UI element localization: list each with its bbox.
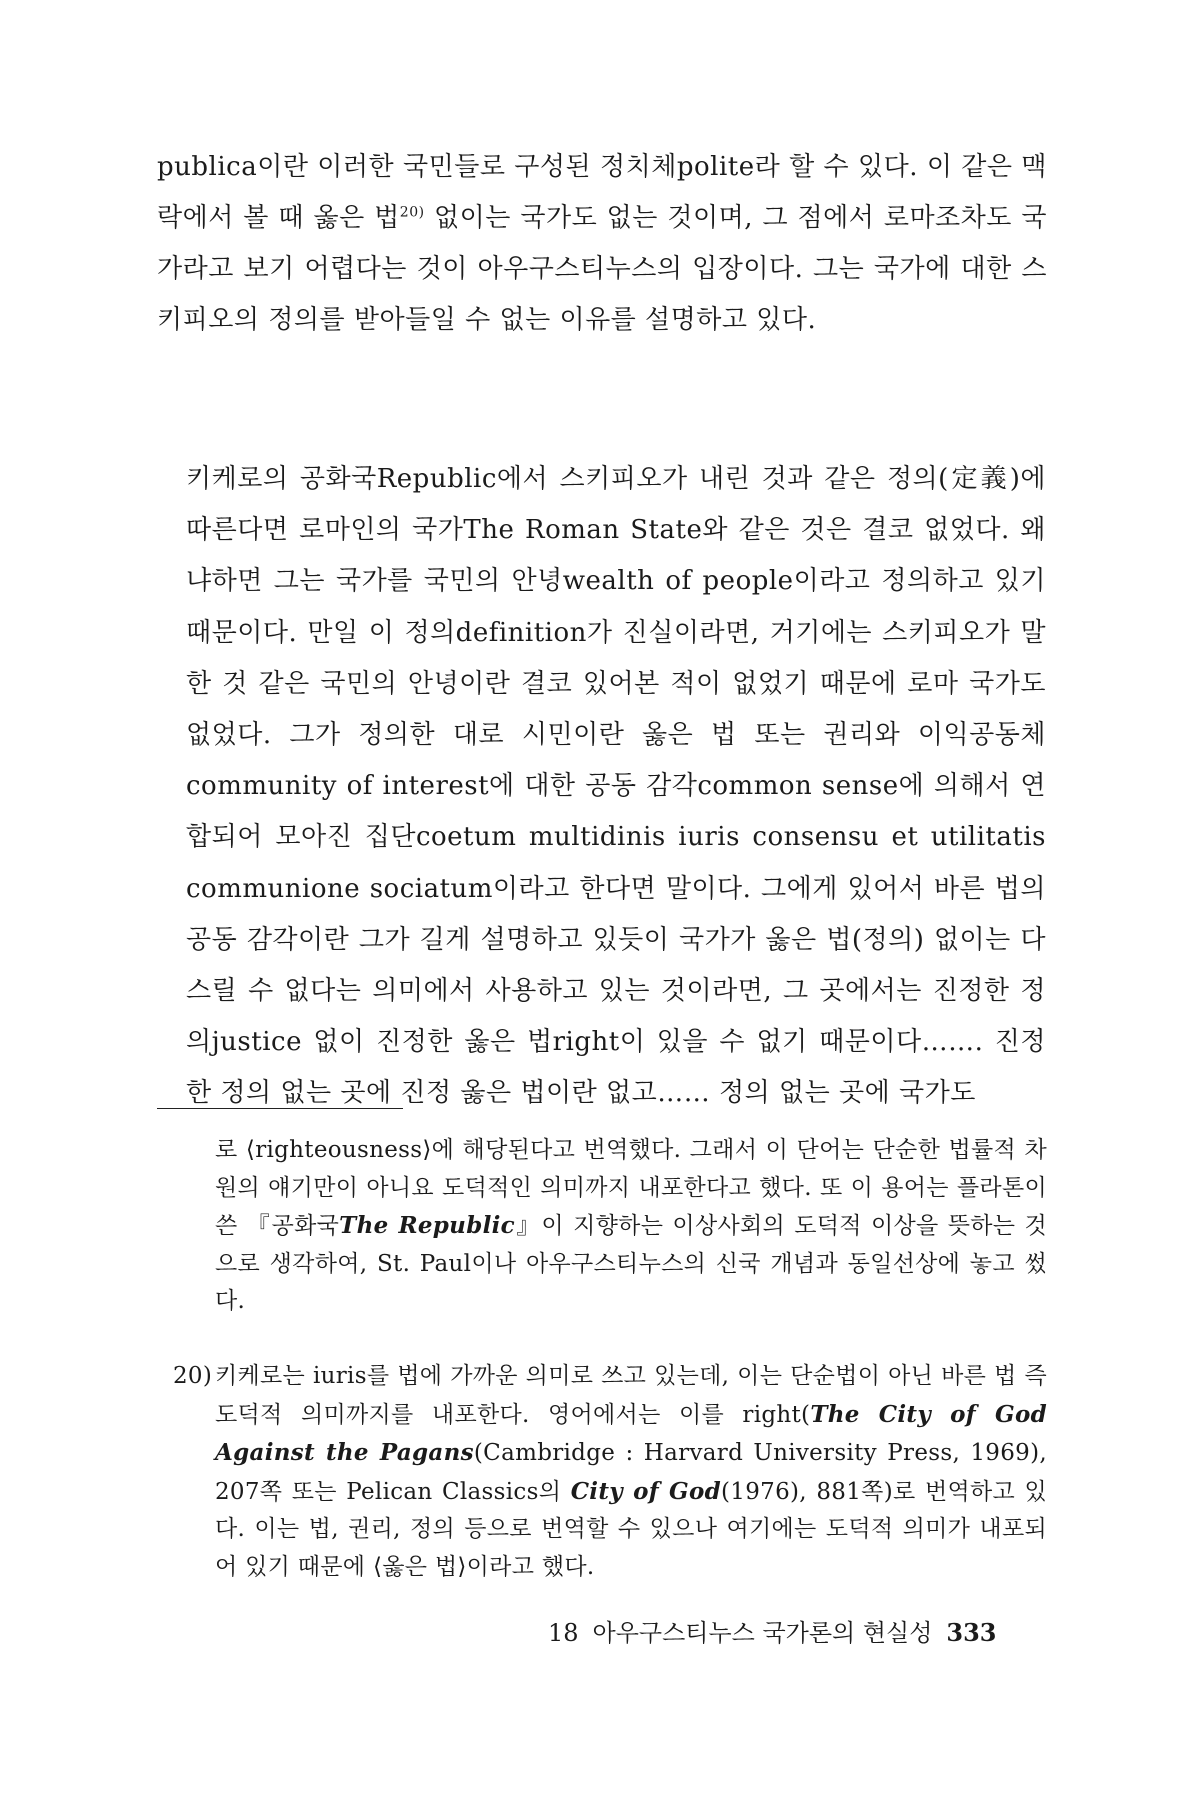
footnote-20-number: 20): [173, 1363, 213, 1389]
footnote-20-title-2: City of God: [570, 1477, 722, 1505]
footnote-continuation-text-2: 』이 지향하는 이상사회의 도덕적 이상을 뜻하는 것으로 생각하여, St. Paul이나 아우구스티누스의 신국 개념과 동일선상에 놓고 썼다.: [215, 1213, 1047, 1314]
footnote-continuation: [215, 1132, 1047, 1321]
footnote-continuation-text-1: 로 ⟨righteousness⟩에 해당된다고 번역했다. 그래서 이 단어는 단순한 법률적 차원의 얘기만이 아니요 도덕적인 의미까지 내포한다고 했다. 또 이 용어는 플라톤이 쓴 『공화국: [215, 1137, 1047, 1239]
footnote-continuation-title: The Republic: [339, 1212, 515, 1239]
body-paragraph-1: [157, 142, 1047, 346]
para1-text-before-footnote: publica이란 이러한 국민들로 구성된 정치체polite라 할 수 있다. 이 같은 맥락에서 볼 때 옳은 법: [157, 152, 1047, 233]
footnote-divider: [157, 1108, 403, 1109]
footnote-ref-20[interactable]: 20): [399, 204, 425, 221]
para1-text-after-footnote: 없이는 국가도 없는 것이며, 그 점에서 로마조차도 국가라고 보기 어렵다는 것이 아우구스티누스의 입장이다. 그는 국가에 대한 스키피오의 정의를 받아들일 수 없는 이유를 설명하고 있다.: [157, 203, 1047, 335]
footnote-20-body: [215, 1358, 1047, 1586]
body-paragraph-2-quotation: 키케로의 공화국Republic에서 스키피오가 내린 것과 같은 정의(定義)에 따른다면 로마인의 국가The Roman State와 같은 것은 결코 없었다. 왜냐하면 그는 국가를 국민의 안녕wealth of people이라고 정의하고 있기 때문이다. 만일 이 정의definition가 진실이라면, 거기에는 스키피오가 말한 것 같은 국민의 안녕이란 결코 있어본 적이 없었기 때문에 로마 국가도 없었다. 그가 정의한 대로 시민이란 옳은 법 또는 권리와 이익공동체community of interest에 대한 공동 감각common sense에 의해서 연합되어 모아진 집단coetum multidinis iuris consensu et utilitatis communione sociatum이라고 한다면 말이다. 그에게 있어서 바른 법의 공동 감각이란 그가 길게 설명하고 있듯이 국가가 옳은 법(정의) 없이는 다스릴 수 없다는 의미에서 사용하고 있는 것이라면, 그 곳에서는 진정한 정의justice 없이 진정한 옳은 법right이 있을 수 없기 때문이다……. 진정한 정의 없는 곳에 진정 옳은 법이란 없고…… 정의 없는 곳에 국가도: [186, 464, 1046, 1109]
footer-chapter-title: 아우구스티누스 국가론의 현실성: [592, 1619, 933, 1647]
footer-chapter-number: 18: [548, 1619, 579, 1647]
page-number: 333: [946, 1618, 997, 1647]
footnote-20-title-1: The City of God Against the Pagans: [215, 1400, 1047, 1466]
running-footer: [548, 1618, 1028, 1648]
footnote-20-text-1: 키케로는 iuris를 법에 가까운 의미로 쓰고 있는데, 이는 단순법이 아닌 바른 법 즉 도덕적 의미까지를 내포한다. 영어에서는 이를 right(: [215, 1363, 1047, 1428]
footnote-20-text-3: (1976), 881쪽)로 번역하고 있다. 이는 법, 권리, 정의 등으로 번역할 수 있으나 여기에는 도덕적 의미가 내포되어 있기 때문에 ⟨옳은 법⟩이라고 했다.: [215, 1478, 1047, 1580]
footnote-20: [173, 1358, 1047, 1586]
footnote-20-text-2: (Cambridge : Harvard University Press, 1969), 207쪽 또는 Pelican Classics의: [215, 1440, 1047, 1505]
